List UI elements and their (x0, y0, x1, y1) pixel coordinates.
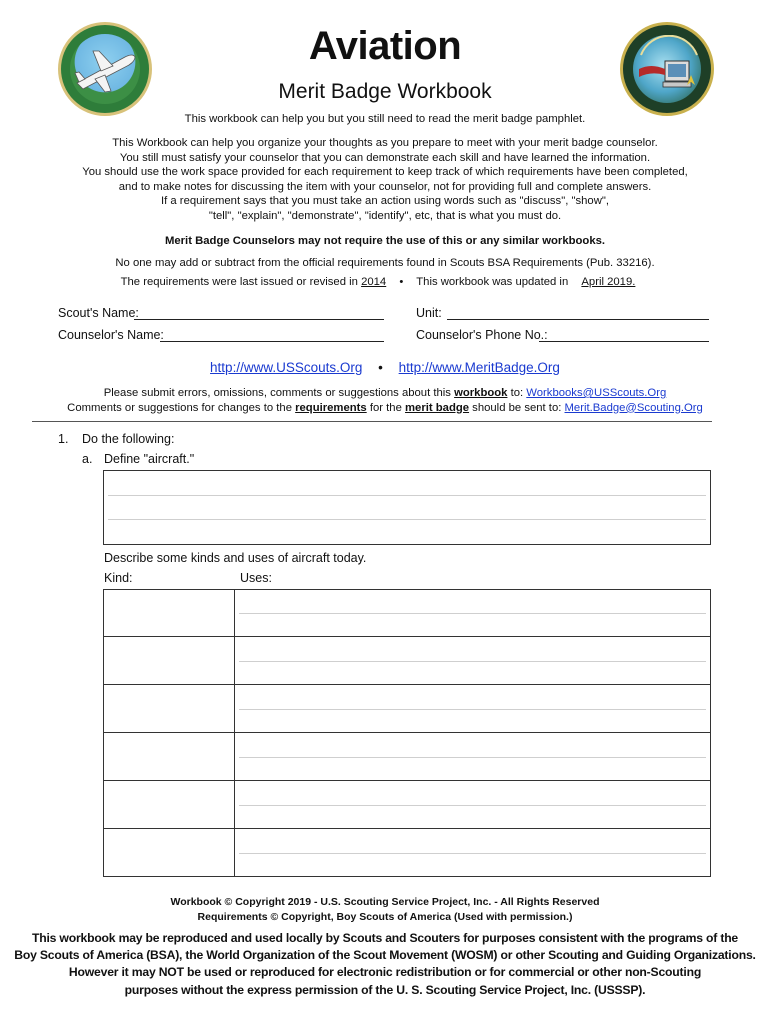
intro-line: "tell", "explain", "demonstrate", "identify", etc, that is what you must do. (208, 209, 562, 222)
issued-label: The requirements were last issued or revised in (120, 276, 358, 288)
license-notice (0, 930, 770, 999)
counselor-phone-label: Counselor's Phone No.: (416, 328, 548, 342)
kind-cell[interactable] (103, 636, 235, 685)
feedback-text: for the (366, 401, 406, 414)
link-separator: • (378, 360, 383, 375)
meritbadge-email-link[interactable]: Merit.Badge@Scouting.Org (564, 401, 703, 414)
rule-line (239, 613, 706, 614)
unit-label: Unit: (416, 306, 442, 320)
feedback-bold: workbook (454, 387, 508, 399)
intro-line: If a requirement says that you must take an action using words such as "discuss", "show", (160, 195, 610, 208)
scout-name-label: Scout's Name: (58, 306, 139, 320)
license-line: Boy Scouts of America (BSA), the World Organization of the Scout Movement (WOSM) or other Scouting and Guiding Organizations. (14, 948, 756, 963)
describe-prompt: Describe some kinds and uses of aircraft today. (104, 551, 367, 565)
intro-line: and to make notes for discussing the item with your counselor, not for providing full and complete answers. (118, 180, 652, 193)
issue-dates-line (0, 275, 770, 290)
feedback-bold: requirements (295, 401, 367, 414)
intro-line: You should use the work space provided for each requirement to keep track of which requirements have been completed, (82, 166, 688, 179)
scout-name-field[interactable] (134, 319, 384, 320)
issued-year: 2014 (361, 276, 387, 288)
feedback-text: should be sent to: (469, 401, 565, 414)
workbooks-email-link[interactable]: Workbooks@USScouts.Org (526, 387, 667, 399)
rule-line (108, 495, 706, 496)
req-1-text: Do the following: (82, 432, 175, 446)
website-links (0, 360, 770, 375)
kind-cell[interactable] (103, 780, 235, 829)
req-1a-text: Define "aircraft." (104, 452, 195, 466)
workbook-title: Aviation (308, 24, 462, 68)
intro-paragraph (0, 136, 770, 224)
req-1a-letter: a. (82, 452, 93, 466)
rule-line (239, 661, 706, 662)
pamphlet-note: This workbook can help you but you still need to read the merit badge pamphlet. (184, 113, 586, 125)
rule-line (239, 709, 706, 710)
workbook-subtitle: Merit Badge Workbook (278, 80, 492, 103)
feedback-bold: merit badge (405, 401, 470, 414)
kind-cell[interactable] (103, 828, 235, 877)
workbook-copyright: Workbook © Copyright 2019 - U.S. Scouting Service Project, Inc. - All Rights Reserved (170, 896, 600, 908)
req-1-number: 1. (58, 432, 69, 446)
kind-cell[interactable] (103, 684, 235, 733)
rule-line (239, 757, 706, 758)
workbook-feedback-line (0, 386, 770, 401)
intro-line: You still must satisfy your counselor that you can demonstrate each skill and have learned the information. (119, 151, 651, 164)
feedback-text: Please submit errors, omissions, comments or suggestions about this (103, 387, 455, 399)
updated-date: April 2019. (581, 276, 636, 288)
rule-line (239, 805, 706, 806)
submission-info (0, 386, 770, 415)
uses-header: Uses: (240, 571, 272, 585)
official-requirements-note: No one may add or subtract from the official requirements found in Scouts BSA Requirements (Pub. 33216). (115, 257, 655, 269)
license-line: However it may NOT be used or reproduced for electronic redistribution or for commercial or other non-Scouting (68, 965, 702, 980)
bullet-separator: • (399, 276, 404, 288)
kind-header: Kind: (104, 571, 133, 585)
define-aircraft-answer-box[interactable] (103, 470, 711, 545)
usscouts-link[interactable]: http://www.USScouts.Org (210, 360, 363, 375)
uses-cell[interactable] (234, 828, 711, 877)
kind-cell[interactable] (103, 732, 235, 781)
intro-line: This Workbook can help you organize your thoughts as you prepare to meet with your merit badge counselor. (112, 137, 658, 149)
unit-field[interactable] (447, 319, 709, 320)
copyright-notice (0, 895, 770, 924)
requirements-copyright: Requirements © Copyright, Boy Scouts of America (Used with permission.) (197, 910, 573, 923)
uses-cell[interactable] (234, 636, 711, 685)
counselor-name-label: Counselor's Name: (58, 328, 164, 342)
rule-line (239, 853, 706, 854)
updated-label: This workbook was updated in (416, 276, 569, 288)
counselor-name-field[interactable] (160, 341, 384, 342)
feedback-text: to: (507, 387, 527, 399)
feedback-text: Comments or suggestions for changes to the (67, 401, 296, 414)
license-line: purposes without the express permission of the U. S. Scouting Service Project, Inc. (USSSP). (124, 982, 646, 997)
rule-line (108, 519, 706, 520)
meritbadge-link[interactable]: http://www.MeritBadge.Org (398, 360, 560, 375)
uses-cell[interactable] (234, 780, 711, 829)
license-line: This workbook may be reproduced and used locally by Scouts and Scouters for purposes consistent with the programs of the (31, 931, 739, 945)
uses-cell[interactable] (234, 684, 711, 733)
kind-cell[interactable] (103, 589, 235, 637)
uses-cell[interactable] (234, 732, 711, 781)
section-divider (32, 421, 712, 422)
uses-cell[interactable] (234, 589, 711, 637)
counselor-phone-field[interactable] (539, 341, 709, 342)
counselor-note: Merit Badge Counselors may not require the use of this or any similar workbooks. (164, 235, 606, 247)
requirements-feedback-line (0, 401, 770, 416)
